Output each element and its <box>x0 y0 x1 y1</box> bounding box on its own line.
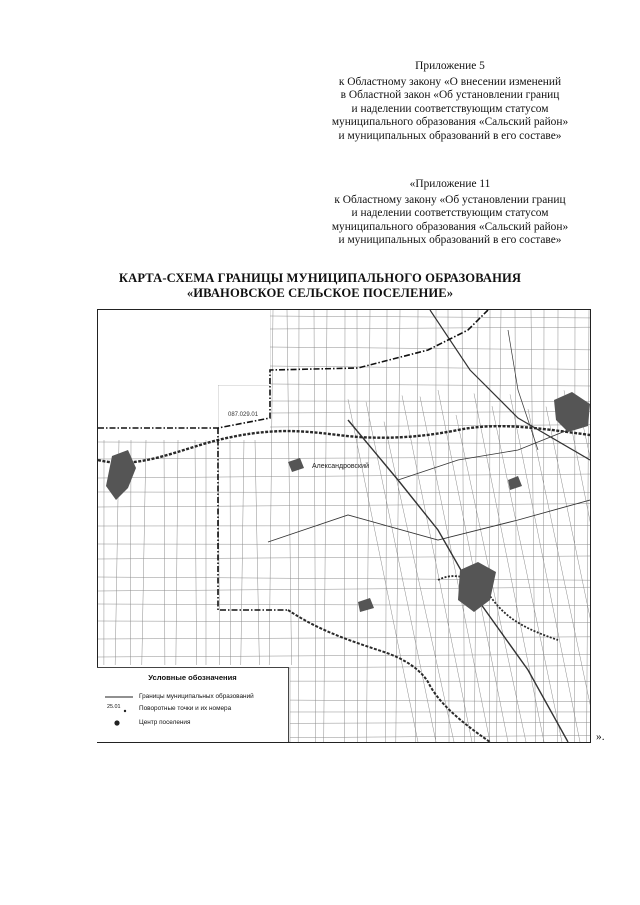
appendix-11-header <box>300 178 600 248</box>
legend-item-label: Границы муниципальных образований <box>139 693 254 700</box>
legend-item-turning-points <box>105 704 285 714</box>
legend-item-center <box>105 718 285 728</box>
appendix-11-line: и муниципальных образований в его составе» <box>338 234 562 247</box>
appendix-11-heading: «Приложение 11 <box>409 178 491 190</box>
legend-point-number: 25.01 <box>107 704 121 710</box>
appendix-11-line: и наделении соответствующим статусом <box>351 207 549 220</box>
appendix-5-header <box>300 60 600 144</box>
turning-point-icon <box>105 704 133 714</box>
appendix-5-line: в Областной закон «Об установлении границ <box>340 89 560 102</box>
appendix-5-line: и наделении соответствующим статусом <box>351 102 549 115</box>
closing-quote: ». <box>596 731 605 743</box>
appendix-11-line: к Областному закону «Об установлении границ <box>334 193 566 206</box>
legend-item-boundary <box>105 692 285 702</box>
document-title-line-2: «ИВАНОВСКОЕ СЕЛЬСКОЕ ПОСЕЛЕНИЕ» <box>186 286 454 300</box>
document-title <box>60 271 580 301</box>
settlement-center-icon <box>105 718 133 728</box>
appendix-5-line: муниципального образования «Сальский район» <box>331 116 569 129</box>
map-boundary-point-label: 087.029.01 <box>228 412 259 418</box>
appendix-11-line: муниципального образования «Сальский район» <box>331 220 569 233</box>
legend-title: Условные обозначения <box>148 673 237 682</box>
map-legend <box>97 667 289 742</box>
appendix-5-heading: Приложение 5 <box>415 60 485 72</box>
appendix-5-line: к Областному закону «О внесении изменений <box>338 75 562 88</box>
map-settlement-label: Александровский <box>312 463 369 470</box>
legend-item-label: Поворотные точки и их номера <box>139 705 232 712</box>
legend-item-label: Центр поселения <box>139 719 191 726</box>
appendix-5-line: и муниципальных образований в его составе» <box>338 129 562 142</box>
boundary-line-icon <box>105 692 133 702</box>
document-title-line-1: КАРТА-СХЕМА ГРАНИЦЫ МУНИЦИПАЛЬНОГО ОБРАЗОВАНИЯ <box>118 271 522 285</box>
